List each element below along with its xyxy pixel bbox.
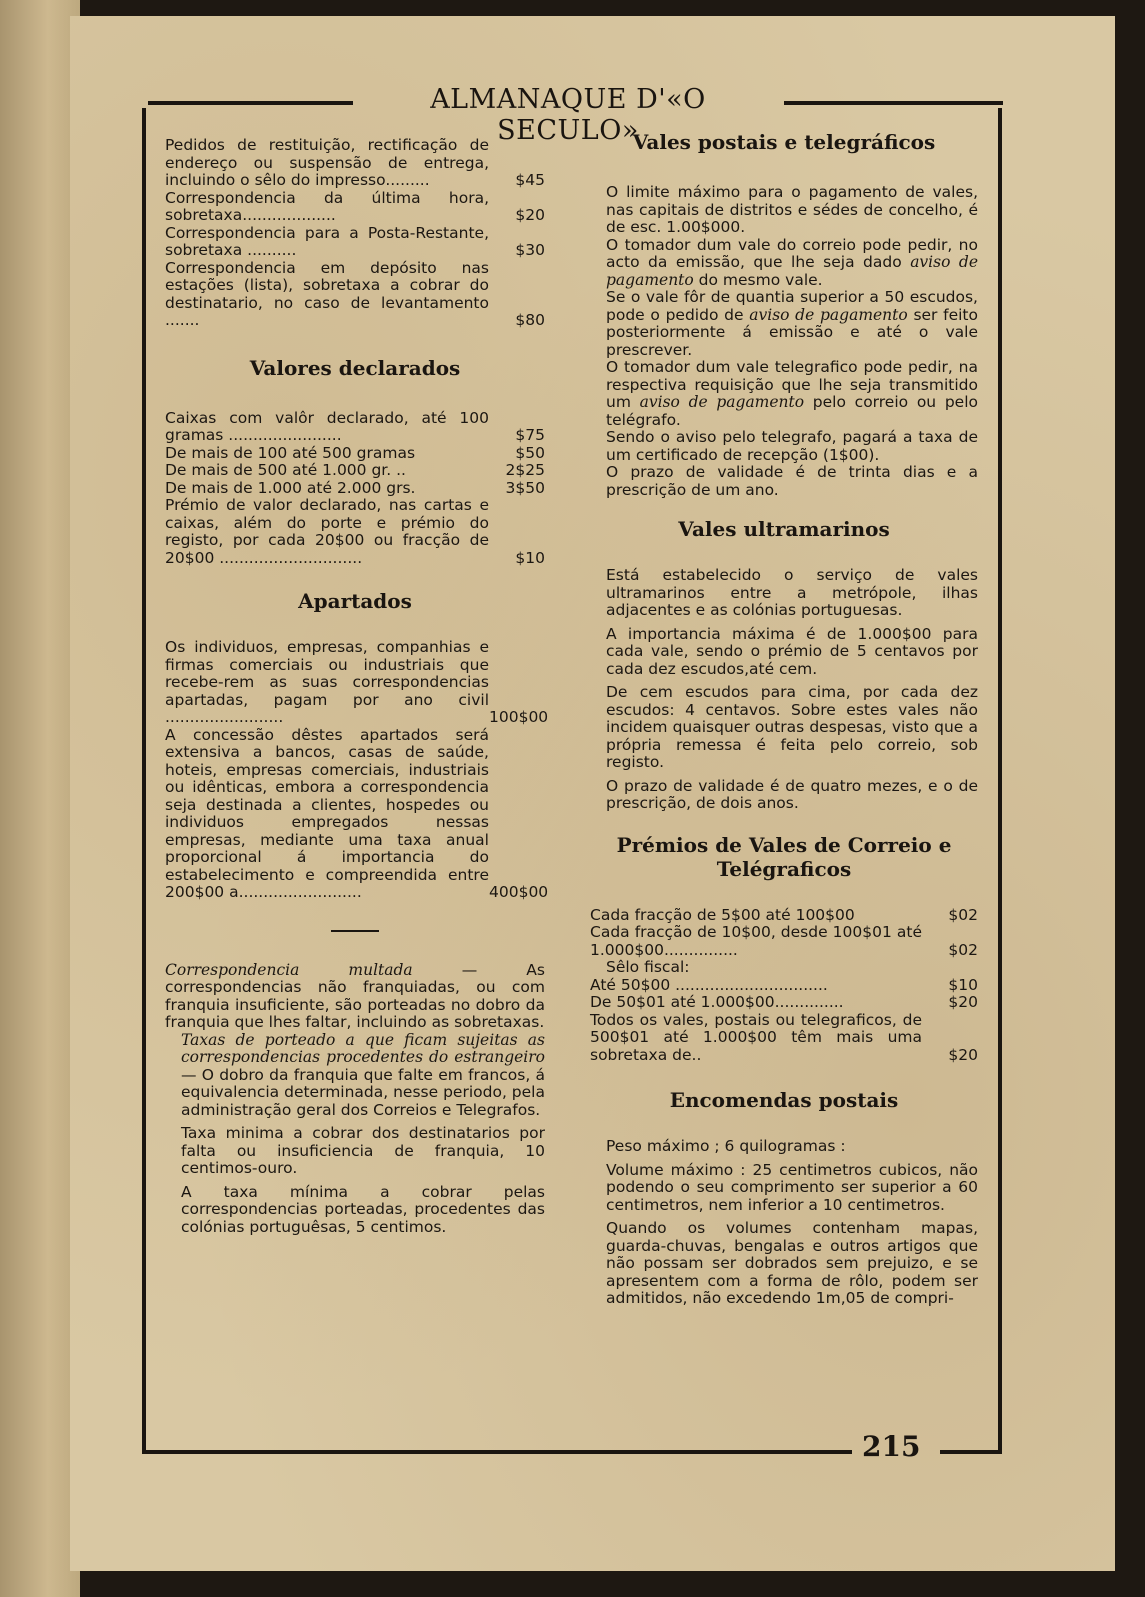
- tariff-row: De mais de 1.000 até 2.000 grs. 3$50: [165, 478, 545, 497]
- paragraph: Quando os volumes contenham mapas, guarda-chuvas, bengalas e outros artigos que não possam ser dobrados sem prejuizo, e se apresentem com a forma de rôlo, podem ser admitidos, não excedendo 1m,05 de compri-: [606, 1219, 978, 1307]
- tariff-row: Cada fracção de 10$00, desde 100$01 até 1.000$00............... $02: [590, 923, 978, 959]
- paragraph: A taxa mínima a cobrar pelas correspondencias porteadas, procedentes das colónias portuguêsas, 5 centimos.: [181, 1182, 545, 1236]
- section-heading-valores: Valores declarados: [249, 355, 461, 380]
- tariff-row: Cada fracção de 5$00 até 100$00 $02: [590, 905, 978, 924]
- tariff-row: Sêlo fiscal:: [606, 958, 690, 976]
- paragraph: Peso máximo ; 6 quilogramas :: [606, 1137, 846, 1155]
- paragraph: O prazo de validade é de quatro mezes, e o de prescrição, de dois anos.: [606, 776, 978, 812]
- section-heading-apartados: Apartados: [298, 589, 412, 613]
- section-heading-vales-postais: Vales postais e telegráficos: [632, 130, 936, 154]
- section-heading-encomendas: Encomendas postais: [669, 1088, 899, 1112]
- paragraph: Sendo o aviso pelo telegrafo, pagará a taxa de um certificado de recepção (1$00).: [606, 428, 978, 464]
- tariff-row: Correspondencia para a Posta-Restante, sobretaxa .......... $30: [165, 223, 545, 259]
- paragraph: O prazo de validade é de trinta dias e a prescrição de um ano.: [606, 463, 978, 499]
- paragraph: A importancia máxima é de 1.000$00 para cada vale, sendo o prémio de 5 centavos por cada dez escudos,até cem.: [606, 624, 978, 678]
- tariff-row: Todos os vales, postais ou telegraficos, de 500$01 até 1.000$00 têm mais uma sobretaxa de.. $20: [590, 1010, 978, 1064]
- tariff-row: Os individuos, empresas, companhias e firmas comerciais ou industriais que recebe-rem as suas correspondencias apartadas, pagam por ano civil ........................ 100$00: [165, 638, 549, 726]
- paragraph: Taxas de porteado a que ficam sujeitas as correspondencias procedentes do estrangeiro — O dobro da franquia que falte em francos, á equivalencia determinada, nesse periodo, pela administração geral dos Correios e Telegrafos.: [181, 1030, 545, 1119]
- tariff-row: Prémio de valor declarado, nas cartas e caixas, além do porte e prémio do registo, por cada 20$00 ou fracção de 20$00 ............................. $10: [165, 496, 545, 567]
- paragraph: O tomador dum vale do correio pode pedir, no acto da emissão, que lhe seja dado aviso de pagamento do mesmo vale.: [606, 235, 978, 289]
- tariff-row: De mais de 100 até 500 gramas $50: [165, 443, 545, 462]
- frame-right-rule: [998, 108, 1002, 1454]
- tariff-row: Até 50$00 ............................... $10: [590, 975, 978, 994]
- separator-rule: [331, 930, 379, 932]
- tariff-row: A concessão dêstes apartados será extensiva a bancos, casas de saúde, hoteis, empresas comerciais, industriais ou idênticas, embora a correspondencia seja destinada a clientes, hospedes ou individuos empregados nessas empresas, mediante uma taxa anual proporcional á importancia do estabelecimento e compreendida entre 200$00 a......................... 400$00: [165, 725, 549, 901]
- tariff-row: Pedidos de restituição, rectificação de endereço ou suspensão de entrega, incluindo o sêlo do impresso......... $45: [165, 136, 545, 189]
- paragraph: De cem escudos para cima, por cada dez escudos: 4 centavos. Sobre estes vales não incidem quaisquer outras despesas, visto que a própria remessa é feita pelo correio, sob registo.: [606, 683, 978, 771]
- tariff-row: De mais de 500 até 1.000 gr. .. 2$25: [165, 461, 545, 479]
- frame-bottom-rule: [142, 1450, 852, 1454]
- right-column: [590, 130, 978, 1308]
- tariff-row: Correspondencia em depósito nas estações (lista), sobretaxa a cobrar do destinatario, no caso de levantamento ....... $80: [165, 258, 545, 329]
- header-title: ALMANAQUE D'«O SECULO»: [430, 84, 706, 146]
- paragraph: Volume máximo : 25 centimetros cubicos, não podendo o seu comprimento ser superior a 60 centimetros, nem inferior a 10 centimetros.: [606, 1160, 978, 1214]
- tariff-row: De 50$01 até 1.000$00.............. $20: [590, 993, 978, 1011]
- left-column: [165, 136, 549, 1236]
- paragraph: Taxa minima a cobrar dos destinatarios por falta ou insuficiencia de franquia, 10 centimos-ouro.: [181, 1124, 545, 1177]
- section-heading-ultramarinos: Vales ultramarinos: [678, 517, 890, 541]
- frame-left-rule: [142, 108, 146, 1454]
- header-rule-right: [784, 101, 1003, 105]
- header-rule-left: [148, 101, 353, 105]
- paragraph: O tomador dum vale telegrafico pode pedir, na respectiva requisição que lhe seja transmitido um aviso de pagamento pelo correio ou pelo telégrafo.: [606, 358, 978, 429]
- paragraph: Correspondencia multada — As correspondencias não franquiadas, ou com franquia insuficiente, são porteadas no dobro da franquia que lhes faltar, incluindo as sobretaxas.: [165, 960, 545, 1031]
- book-spine: [0, 0, 80, 1597]
- paragraph: Está estabelecido o serviço de vales ultramarinos entre a metrópole, ilhas adjacentes e as colónias portuguesas.: [606, 566, 978, 619]
- page-number: 215: [862, 1430, 921, 1463]
- frame-bottom-rule-end: [940, 1450, 1002, 1454]
- tariff-row: Caixas com valôr declarado, até 100 gramas ....................... $75: [165, 408, 545, 444]
- paragraph: Se o vale fôr de quantia superior a 50 escudos, pode o pedido de aviso de pagamento ser feito posteriormente á emissão e até o vale prescrever.: [606, 288, 978, 359]
- paragraph: O limite máximo para o pagamento de vales, nas capitais de distritos e sédes de concelho, é de esc. 1.00$000.: [606, 183, 978, 236]
- section-heading-premios: Prémios de Vales de Correio e Telégraficos: [616, 832, 952, 881]
- tariff-row: Correspondencia da última hora, sobretaxa................... $20: [165, 188, 545, 224]
